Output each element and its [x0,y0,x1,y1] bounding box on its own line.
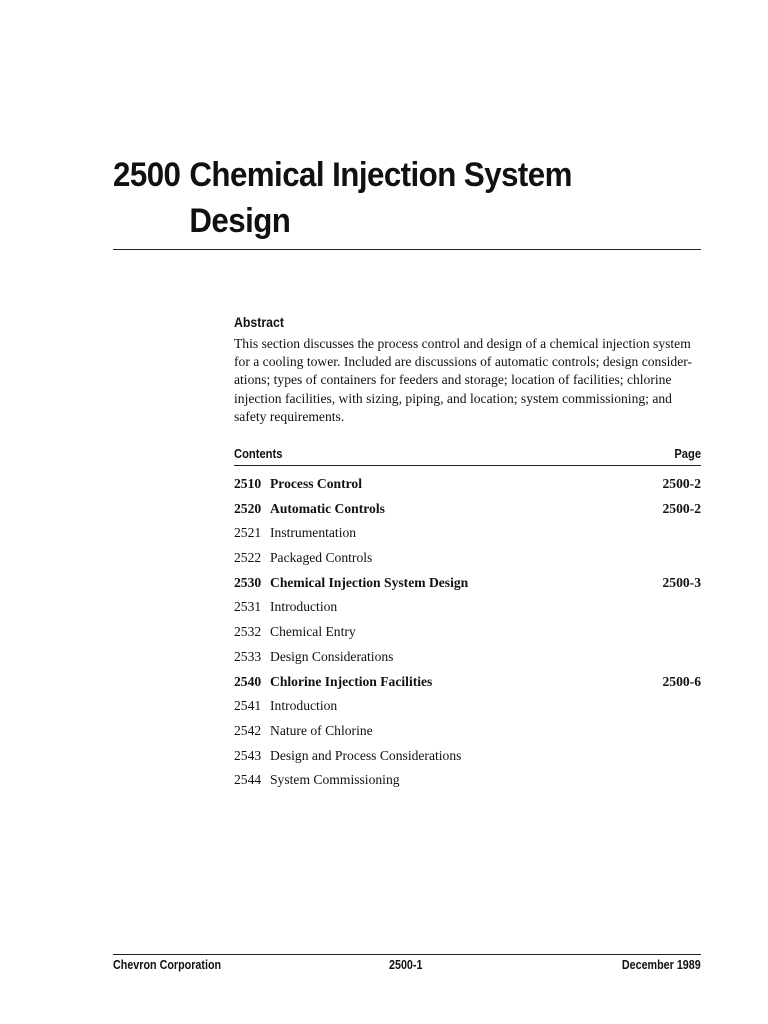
toc-entry-number: 2544 [234,772,262,788]
table-of-contents [234,474,701,795]
toc-entry-number: 2521 [234,525,262,541]
toc-entry-title: Instrumentation [270,525,357,541]
toc-entry-page: 2500-2 [662,500,701,516]
toc-entry [234,573,701,598]
toc-entry-number: 2532 [234,624,262,640]
footer-company: Chevron Corporation [113,958,222,972]
toc-entry-page: 2500-3 [662,574,701,590]
toc-entry-number: 2543 [234,747,262,763]
toc-entry [234,474,701,499]
toc-entry-page: 2500-6 [662,673,701,689]
toc-entry [234,770,701,795]
toc-entry-page: 2500-2 [662,476,701,491]
toc-entry [234,499,701,524]
toc-entry [234,672,701,697]
toc-entry-title: System Commissioning [270,772,400,788]
title-divider [113,249,701,250]
toc-entry-number: 2530 [234,574,262,590]
toc-entry-number: 2541 [234,698,262,714]
toc-entry-title: Design Considerations [270,648,394,664]
abstract-heading: Abstract [234,314,284,330]
toc-entry-title: Chemical Injection System Design [270,574,469,590]
toc-entry-number: 2533 [234,648,262,664]
toc-entry-title: Packaged Controls [270,550,373,566]
page-column-heading: Page [674,446,701,461]
toc-entry-title: Design and Process Considerations [270,747,462,763]
section-number: 2500 [113,156,181,194]
toc-entry-title: Introduction [270,599,338,615]
toc-entry [234,746,701,771]
footer-date: December 1989 [622,958,701,972]
abstract-body: This section discusses the process control and design of a chemical injection system for a cooling tower. Included are discussions of automatic controls; design consider-ations; types of containers for feeders and storage; location of facilities; chlorine injection facilities, with sizing, piping, and location; system commissioning; and safety requirements. [234,336,693,424]
toc-entry [234,622,701,647]
toc-entry [234,696,701,721]
toc-entry-title: Nature of Chlorine [270,722,373,738]
toc-entry-number: 2542 [234,722,262,738]
toc-entry-number: 2531 [234,599,262,615]
toc-entry-number: 2520 [234,500,262,516]
toc-entry-number: 2522 [234,550,262,566]
section-title-line2: Design [189,202,291,240]
footer-divider [113,954,701,955]
toc-entry-title: Introduction [270,698,338,714]
toc-entry-number: 2540 [234,673,262,689]
contents-divider [234,465,701,466]
toc-entry [234,647,701,672]
footer-page-number: 2500-1 [389,958,423,972]
toc-entry-title: Chemical Entry [270,624,356,640]
toc-entry-title: Automatic Controls [270,500,385,516]
toc-entry-number: 2510 [234,476,262,491]
contents-heading: Contents [234,446,283,461]
toc-entry-title: Process Control [270,476,362,491]
toc-entry-title: Chlorine Injection Facilities [270,673,433,689]
section-title [113,152,656,244]
toc-entry [234,721,701,746]
page-footer [113,958,701,976]
section-title-line1: Chemical Injection System [189,156,572,194]
toc-entry [234,523,701,548]
toc-entry [234,548,701,573]
toc-entry [234,597,701,622]
contents-header [234,446,701,465]
